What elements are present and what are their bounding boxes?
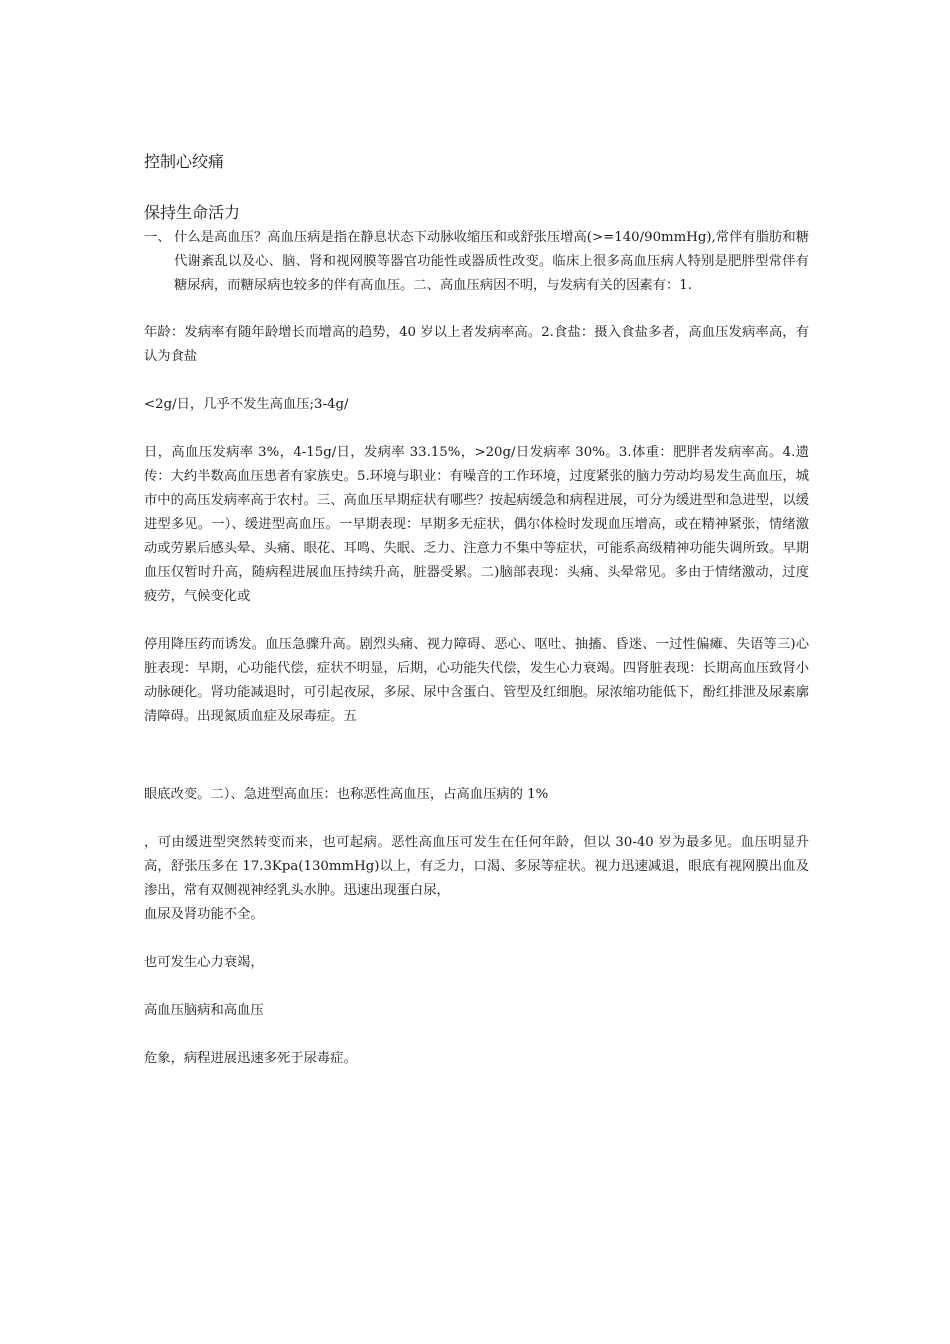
paragraph-risk-factors-symptoms: 日，高血压发病率 3%，4-15g/日，发病率 33.15%，>20g/日发病率 30%。3.体重：肥胖者发病率高。4.遗传：大约半数高血压患者有家族史。5.环境与职业：有噪音的工作环境，过度紧张的脑力劳动均易发生高血压，城市中的高压发病率高于农村。三、高血压早期症状有哪些？按起病缓急和病程进展，可分为缓进型和急进型，以缓进型多见。一）、缓进型高血压。一早期表现：早期多无症状，偶尔体检时发现血压增高，或在精神紧张，情绪激动或劳累后感头晕、头痛、眼花、耳鸣、失眠、乏力、注意力不集中等症状，可能系高级精神功能失调所致。早期血压仅暂时升高，随病程进展血压持续升高，脏器受累。二)脑部表现：头痛、头晕常见。多由于情绪激动，过度疲劳，气候变化或 <box>144 445 809 604</box>
intro-list-marker: 一、 <box>144 230 171 245</box>
paragraph-renal-insufficiency: 血尿及肾功能不全。 <box>144 907 264 922</box>
paragraph-salt-threshold: <2g/日，几乎不发生高血压;3-4g/ <box>144 397 349 412</box>
document-heading-1: 控制心绞痛 <box>144 152 225 171</box>
intro-paragraph <box>144 226 809 298</box>
paragraph-crisis: 危象，病程进展迅速多死于尿毒症。 <box>144 1051 357 1066</box>
paragraph-heart-failure: 也可发生心力衰竭， <box>144 955 264 970</box>
paragraph-encephalopathy: 高血压脑病和高血压 <box>144 1003 264 1018</box>
paragraph-fundus-malignant: 眼底改变。二）、急进型高血压：也称恶性高血压，占高血压病的 1% <box>144 787 549 802</box>
document-heading-2: 保持生命活力 <box>144 203 241 222</box>
intro-text: 什么是高血压？高血压病是指在静息状态下动脉收缩压和或舒张压增高(>=140/90mmHg),常伴有脂肪和糖代谢紊乱以及心、脑、肾和视网膜等器官功能性或器质性改变。临床上很多高血压病人特别是肥胖型常伴有糖尿病，而糖尿病也较多的伴有高血压。二、高血压病因不明，与发病有关的因素有：1. <box>174 230 809 293</box>
paragraph-malignant-details: ，可由缓进型突然转变而来，也可起病。恶性高血压可发生在任何年龄，但以 30-40 岁为最多见。血压明显升高，舒张压多在 17.3Kpa(130mmHg)以上，有乏力，口渴、多尿等症状。视力迅速减退，眼底有视网膜出血及渗出，常有双侧视神经乳头水肿。迅速出现蛋白尿， <box>144 835 809 898</box>
paragraph-organ-effects: 停用降压药而诱发。血压急骤升高。剧烈头痛、视力障碍、恶心、呕吐、抽搐、昏迷、一过性偏瘫、失语等三)心脏表现：早期，心功能代偿，症状不明显，后期，心功能失代偿，发生心力衰竭。四肾脏表现：长期高血压致肾小动脉硬化。肾功能减退时，可引起夜尿，多尿、尿中含蛋白、管型及红细胞。尿浓缩功能低下，酚红排泄及尿素廓清障碍。出现氮质血症及尿毒症。五 <box>144 637 809 724</box>
paragraph-age-salt: 年龄：发病率有随年龄增长而增高的趋势，40 岁以上者发病率高。2.食盐：摄入食盐多者，高血压发病率高，有认为食盐 <box>144 325 809 364</box>
